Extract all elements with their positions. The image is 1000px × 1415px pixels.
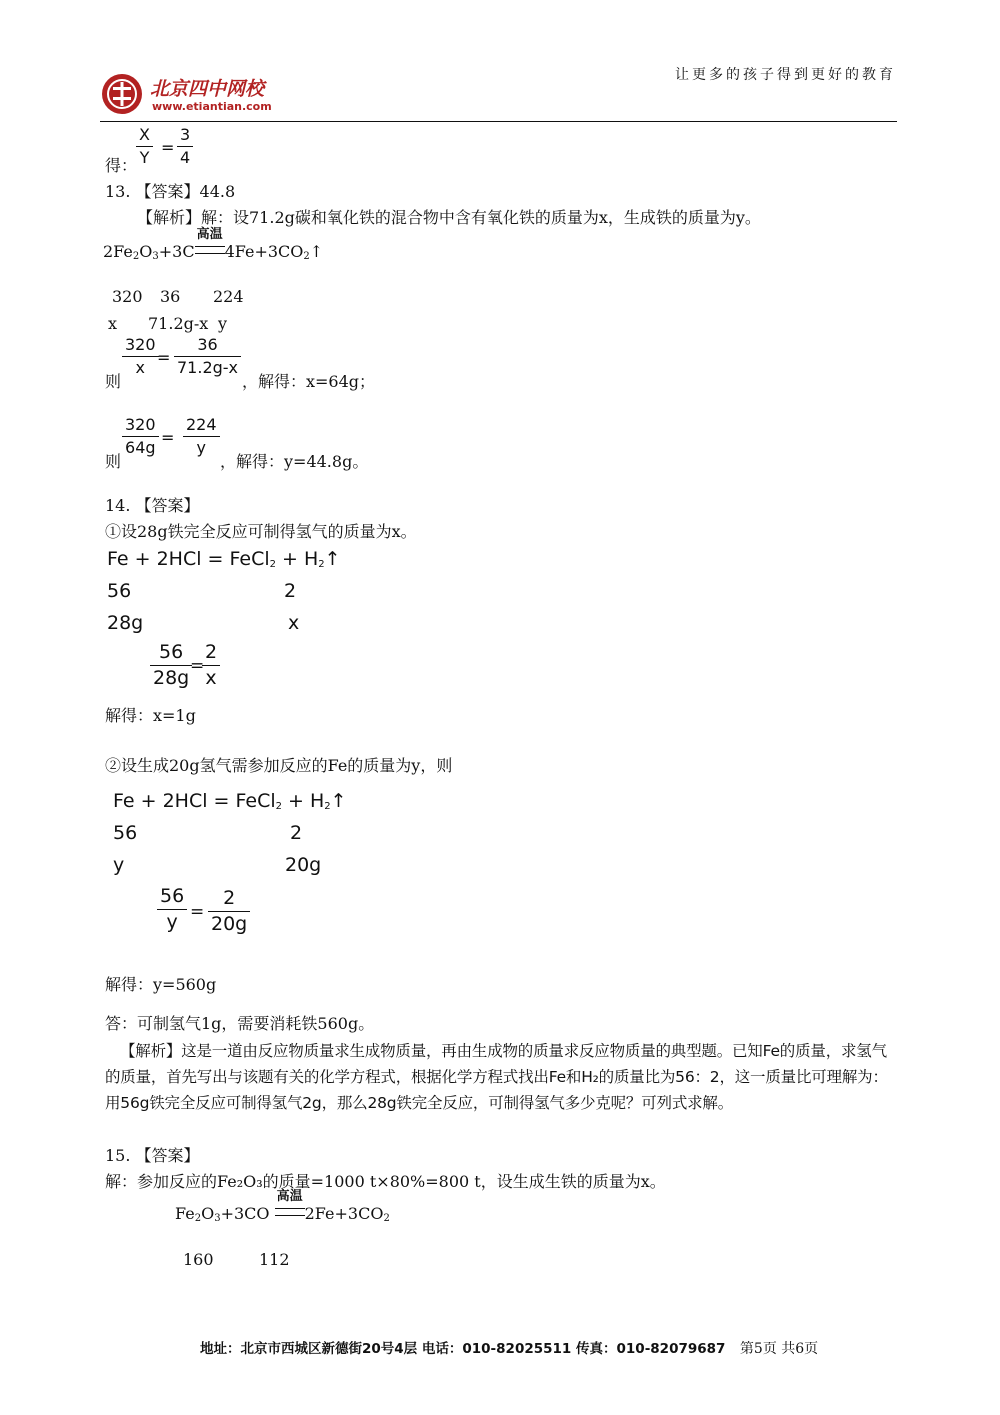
q15-row-a: 160	[183, 1250, 214, 1269]
eq-subscript: 2	[132, 251, 140, 262]
q13-row2-b: 71.2g-x	[148, 314, 209, 333]
q13-solution-2: ，解得：y=44.8g。	[220, 452, 369, 471]
q15-equation	[175, 1189, 390, 1229]
q14-answer: 14. 【答案】	[105, 496, 200, 515]
fraction-numerator: 224	[186, 415, 217, 434]
eq-subscript: 2	[318, 559, 325, 570]
equals-sign: =	[190, 656, 205, 676]
q14-r4b: 20g	[285, 854, 322, 876]
equals-sign: =	[157, 348, 171, 367]
q14-r1b: 2	[284, 580, 297, 602]
fraction-denominator: Y	[139, 148, 150, 167]
q14-part1: ①设28g铁完全反应可制得氢气的质量为x。	[105, 522, 417, 541]
eq-text: Fe	[175, 1204, 195, 1223]
fraction-bar	[136, 146, 153, 147]
eq-text: +3C	[158, 242, 195, 261]
fraction-bar	[157, 909, 187, 910]
eq-text: O	[201, 1204, 215, 1223]
footer	[200, 1337, 818, 1358]
q14-solution-2: 解得：y=560g	[105, 975, 217, 994]
eq-text: + H	[282, 790, 325, 812]
eq-text: 2Fe	[103, 242, 133, 261]
logo-name: 北京四中网校	[150, 78, 265, 100]
fraction-56-28g	[150, 642, 192, 689]
eq-subscript: 3	[214, 1213, 221, 1224]
eq-subscript: 2	[194, 1213, 202, 1224]
q13-solution-1: ，解得：x=64g；	[242, 372, 376, 391]
fraction-numerator: 2	[205, 641, 218, 663]
fraction-36-71	[174, 336, 241, 377]
q13-analysis: 【解析】解：设71.2g碳和氧化铁的混合物中含有氧化铁的质量为x，生成铁的质量为y。	[137, 208, 761, 227]
fraction-x-y	[136, 126, 153, 167]
eq-text: 4Fe+3CO	[224, 242, 304, 261]
q13-row1-b: 36	[160, 287, 181, 306]
q14-equation-1	[107, 548, 341, 570]
fraction-bar	[202, 665, 220, 666]
footer-address: 地址：北京市西城区新德街20号4层 电话：010-82025511 传真：010-82079687	[200, 1341, 726, 1357]
fraction-56-y	[157, 886, 187, 933]
fraction-3-4	[177, 126, 193, 167]
fraction-bar	[208, 911, 250, 912]
fraction-numerator: 320	[125, 415, 156, 434]
q14-r3b: 2	[290, 822, 303, 844]
header-rule	[100, 121, 897, 122]
fraction-denominator: 20g	[211, 913, 248, 935]
text-ze: 则	[105, 372, 122, 391]
fraction-bar	[150, 665, 192, 666]
fraction-2-x	[202, 642, 220, 689]
eq-subscript: 2	[303, 251, 310, 262]
eq-subscript: 2	[275, 801, 282, 812]
fraction-denominator: x	[135, 358, 145, 377]
eq-subscript: 2	[324, 801, 331, 812]
q13-row1-a: 320	[112, 287, 143, 306]
fraction-320-x	[122, 336, 159, 377]
condition-label: 高温	[276, 1189, 303, 1204]
fraction-denominator: y	[196, 438, 206, 457]
fraction-320-64g	[122, 416, 159, 457]
fraction-denominator: x	[205, 667, 217, 689]
fraction-denominator: y	[166, 911, 178, 933]
eq-text: 2Fe+3CO	[304, 1204, 384, 1223]
q15-row-b: 112	[259, 1250, 290, 1269]
fraction-denominator: 28g	[153, 667, 190, 689]
double-line	[195, 246, 225, 254]
fraction-numerator: 36	[197, 335, 218, 354]
fraction-2-20g	[208, 888, 250, 935]
q13-row2-a: x	[108, 314, 118, 333]
eq-text: Fe + 2HCl = FeCl	[113, 790, 276, 812]
q14-r4a: y	[113, 854, 125, 876]
up-arrow-icon: ↑	[309, 242, 324, 261]
header-logo	[100, 72, 280, 117]
header-slogan: 让更多的孩子得到更好的教育	[675, 67, 896, 83]
fraction-numerator: 3	[180, 125, 191, 144]
eq-text: O	[139, 242, 153, 261]
fraction-denominator: 4	[180, 148, 191, 167]
equals-sign: =	[190, 902, 205, 922]
fraction-numerator: 320	[125, 335, 156, 354]
footer-page: 第5页 共6页	[739, 1341, 819, 1357]
fraction-numerator: 56	[159, 641, 184, 663]
reaction-condition	[275, 1189, 305, 1224]
q13-row1-c: 224	[213, 287, 244, 306]
equals-sign: =	[161, 138, 175, 157]
eq-text: +3CO	[220, 1204, 275, 1223]
q14-r2a: 28g	[107, 612, 144, 634]
eq-subscript: 3	[152, 251, 159, 262]
fraction-bar	[177, 146, 193, 147]
q14-r1a: 56	[107, 580, 132, 602]
eq-subscript: 2	[269, 559, 276, 570]
up-arrow-icon: ↑	[330, 790, 347, 812]
equals-sign: =	[161, 428, 175, 447]
q14-r3a: 56	[113, 822, 138, 844]
fraction-denominator: 71.2g-x	[177, 358, 239, 377]
fraction-224-y	[183, 416, 220, 457]
q14-final-answer: 答：可制氢气1g，需要消耗铁560g。	[105, 1014, 375, 1033]
q15-text: 解：参加反应的Fe₂O₃的质量=1000 t×80%=800 t，设生成生铁的质量为x。	[105, 1172, 666, 1191]
text-de: 得：	[105, 156, 138, 175]
q14-solution-1: 解得：x=1g	[105, 706, 196, 725]
q14-analysis: 【解析】这是一道由反应物质量求生成物质量，再由生成物的质量求反应物质量的典型题。已知Fe的质量，求氢气的质量，首先写出与该题有关的化学方程式，根据化学方程式找出Fe和H₂的质量比为56：2，这一质量比可理解为：用56g铁完全反应可制得氢气2g，那么28g铁完全反应，可制得氢气多少克呢？可列式求解。	[105, 1042, 888, 1112]
q13-row2-c: y	[218, 314, 228, 333]
fraction-bar	[122, 356, 159, 357]
q14-part2: ②设生成20g氢气需参加反应的Fe的质量为y，则	[105, 756, 453, 775]
reaction-condition	[195, 227, 225, 262]
q13-equation	[103, 227, 324, 267]
up-arrow-icon: ↑	[324, 548, 341, 570]
q13-answer: 13. 【答案】44.8	[105, 182, 236, 201]
double-line	[275, 1208, 305, 1216]
eq-text: Fe + 2HCl = FeCl	[107, 548, 270, 570]
fraction-bar	[183, 436, 220, 437]
eq-subscript: 2	[383, 1213, 390, 1224]
text-ze: 则	[105, 452, 122, 471]
condition-label: 高温	[196, 227, 223, 242]
fraction-denominator: 64g	[125, 438, 156, 457]
fraction-numerator: X	[139, 125, 150, 144]
q14-equation-2	[113, 790, 347, 812]
logo-url: www.etiantian.com	[152, 100, 272, 113]
fraction-numerator: 2	[223, 887, 236, 909]
q15-answer: 15. 【答案】	[105, 1146, 200, 1165]
fraction-numerator: 56	[160, 885, 185, 907]
logo-emblem-icon	[100, 72, 144, 116]
q14-r2b: x	[288, 612, 300, 634]
eq-text: + H	[276, 548, 319, 570]
fraction-bar	[174, 356, 241, 357]
fraction-bar	[122, 436, 159, 437]
